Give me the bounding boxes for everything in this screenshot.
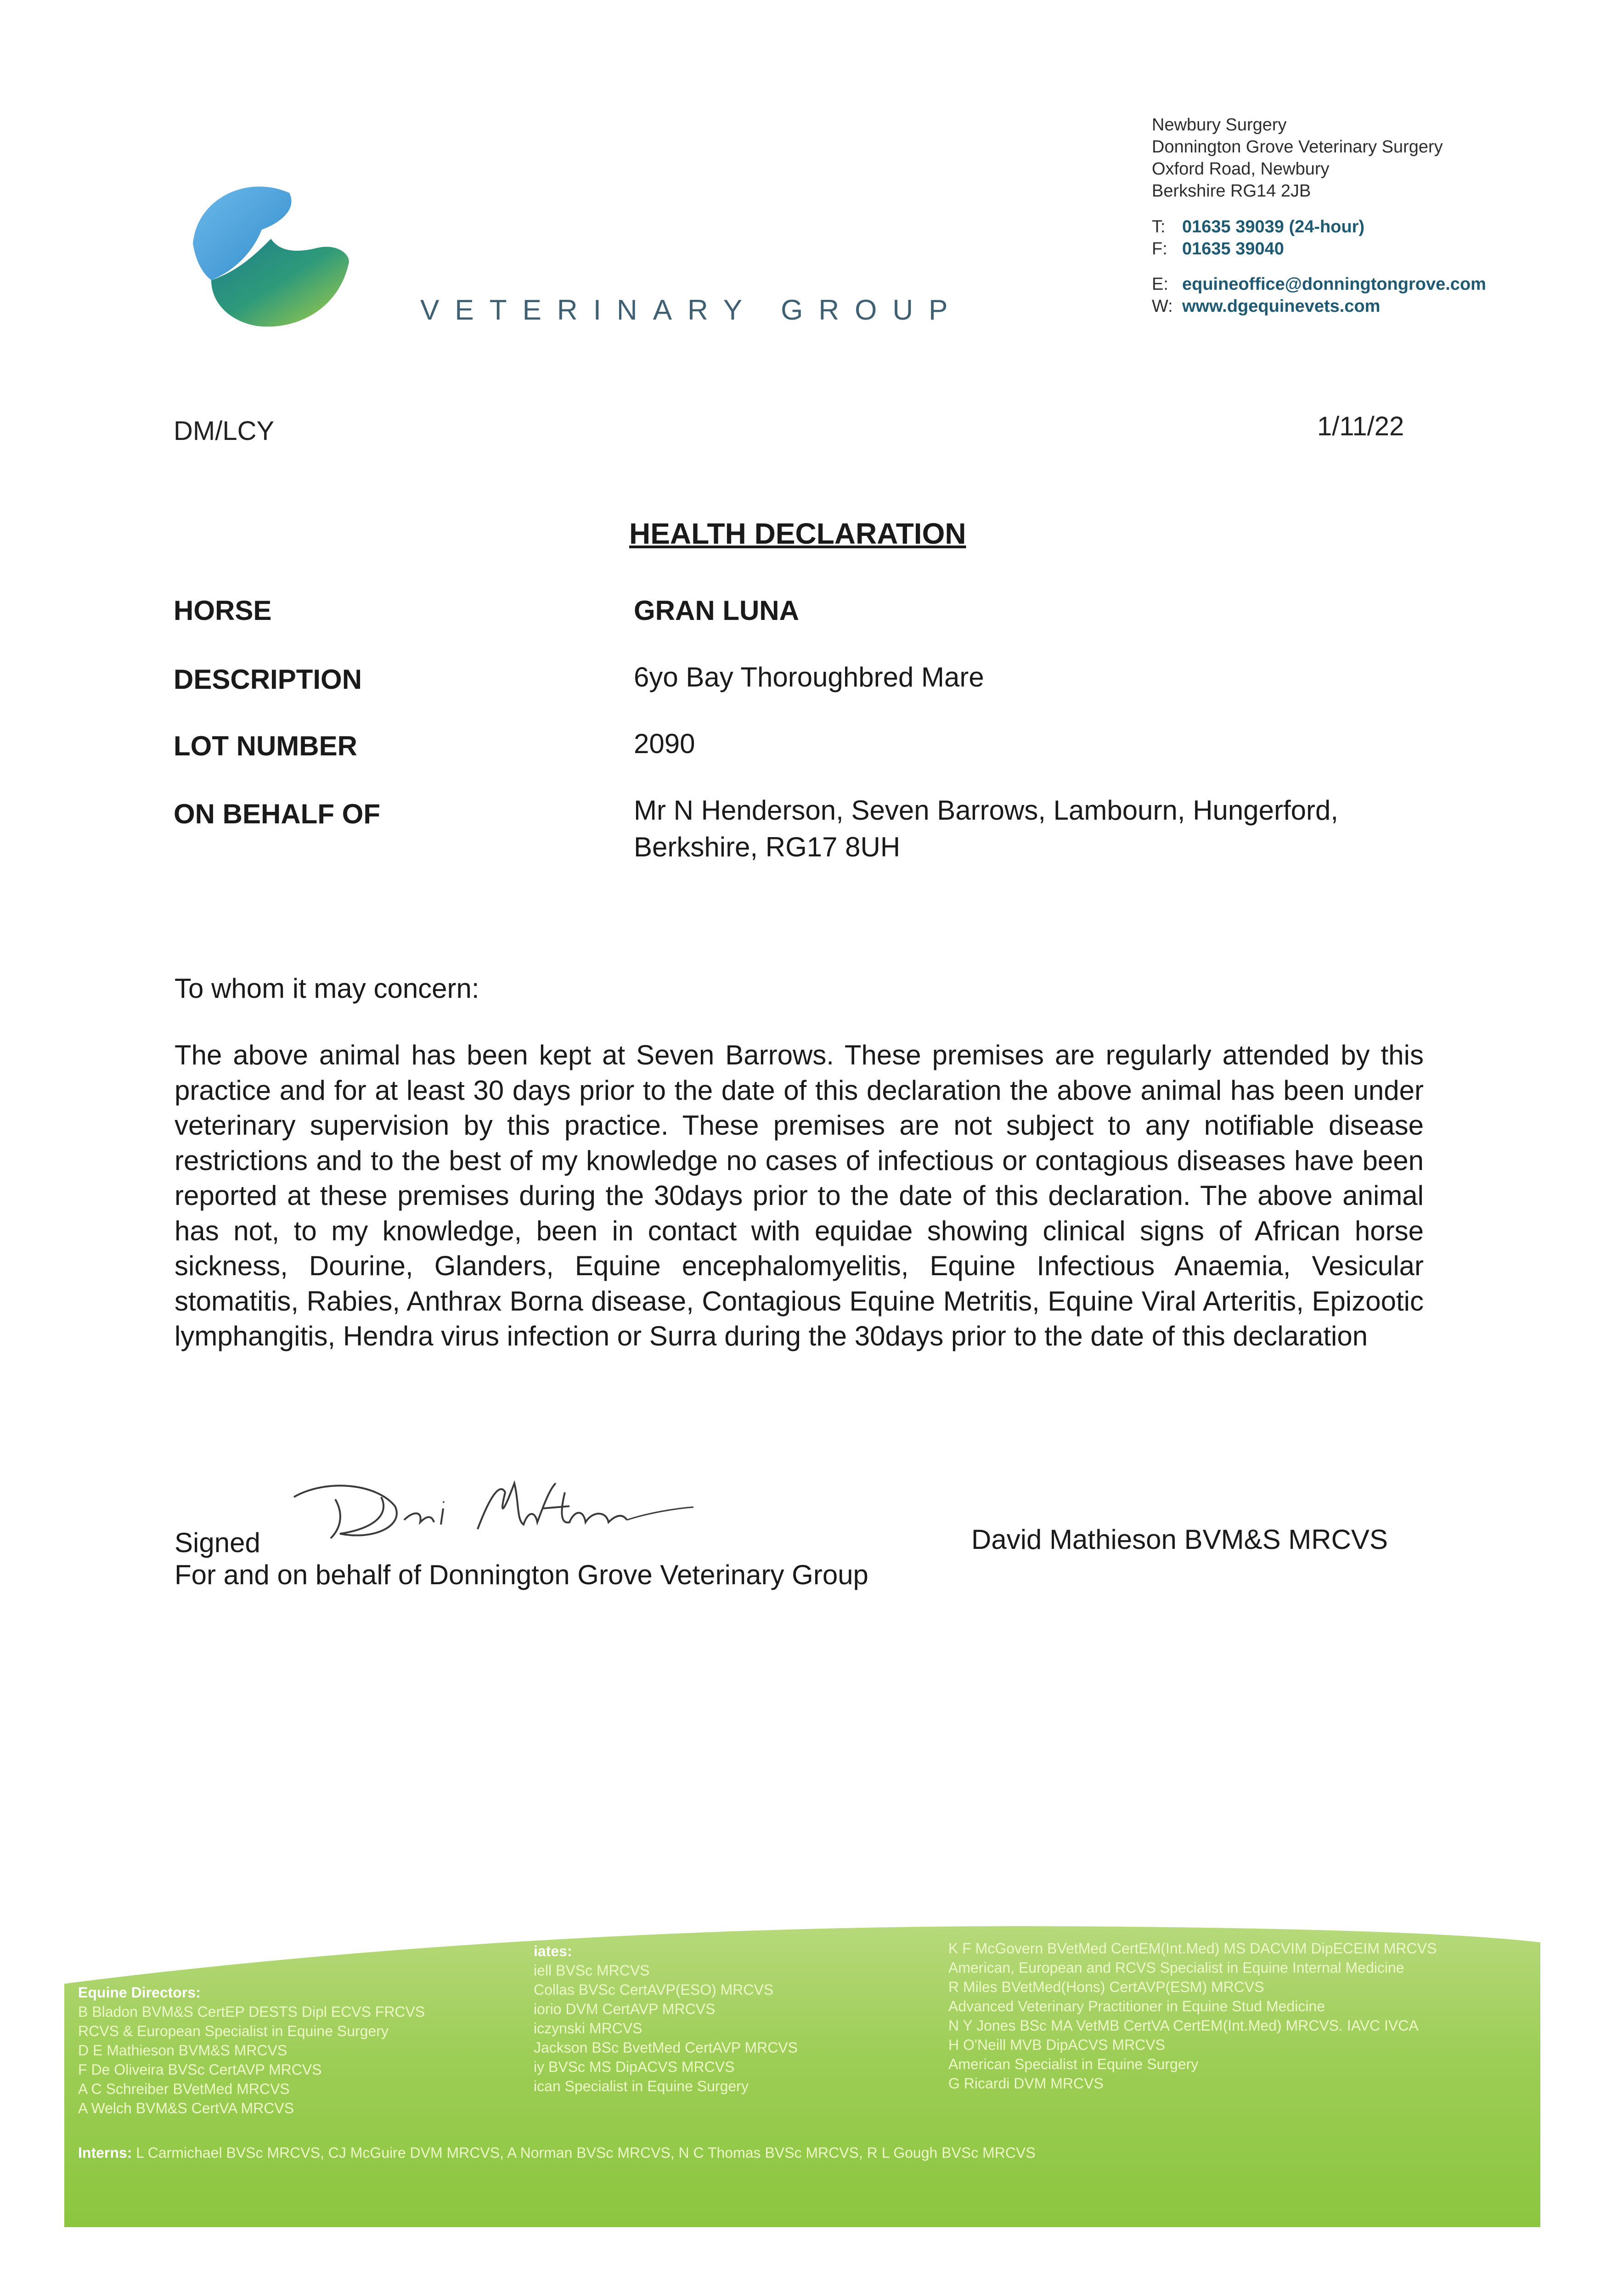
document-title: HEALTH DECLARATION [629, 517, 966, 550]
description-value: 6yo Bay Thoroughbred Mare [634, 662, 984, 692]
web-label: W: [1152, 297, 1173, 316]
address-line: Berkshire RG14 2JB [1152, 181, 1311, 201]
fax-line [1152, 238, 1284, 260]
specialist-entry: G Ricardi DVM MRCVS [948, 2075, 1104, 2092]
specialists-list [948, 1939, 1437, 2093]
vet-name: David Mathieson BVM&S MRCVS [971, 1524, 1388, 1555]
director-entry: A C Schreiber BVetMed MRCVS [78, 2081, 290, 2097]
owner-line: Mr N Henderson, Seven Barrows, Lambourn, Hungerford, [634, 795, 1339, 826]
interns-line [78, 2144, 1036, 2161]
phone-label: T: [1152, 217, 1166, 236]
specialist-entry: American, European and RCVS Specialist in Equine Internal Medicine [948, 1959, 1404, 1976]
horse-label: HORSE [174, 595, 272, 626]
phone-number[interactable]: 01635 39039 (24-hour) [1182, 217, 1365, 236]
phone-line [1152, 216, 1364, 238]
behalf-label: ON BEHALF OF [174, 799, 380, 829]
description-label: DESCRIPTION [174, 664, 362, 695]
email-label: E: [1152, 275, 1168, 294]
reference: DM/LCY [174, 416, 275, 446]
director-entry: A Welch BVM&S CertVA MRCVS [78, 2100, 294, 2116]
associate-entry: iczynski MRCVS [534, 2020, 642, 2037]
horse-name: GRAN LUNA [634, 595, 799, 626]
specialist-entry: K F McGovern BVetMed CertEM(Int.Med) MS DACVIM DipECEIM MRCVS [948, 1940, 1437, 1957]
lot-value: 2090 [634, 728, 695, 759]
declaration-body: The above animal has been kept at Seven Barrows. These premises are regularly attended by this practice and for at least 30 days prior to the date of this declaration the above animal has been under veterinary supervision by this practice. These premises are not subject to any notifiable disease restrictions and to the best of my knowledge no cases of infectious or contagious diseases have been reported at these premises during the 30days prior to the date of this declaration. The above animal has not, to my knowledge, been in contact with equidae showing clinical signs of African horse sickness, Dourine, Glanders, Equine encephalomyelitis, Equine Infectious Anaemia, Vesicular stomatitis, Rabies, Anthrax Borna disease, Contagious Equine Metritis, Equine Viral Arteritis, Epizootic lymphangitis, Hendra virus infection or Surra during the 30days prior to the date of this declaration [175, 1040, 1424, 1351]
address-line: Oxford Road, Newbury [1152, 159, 1330, 179]
interns-label: Interns: [78, 2144, 132, 2161]
signed-label: Signed [175, 1527, 260, 1558]
specialist-entry: Advanced Veterinary Practitioner in Equine Stud Medicine [948, 1998, 1325, 2015]
on-behalf-of-practice: For and on behalf of Donnington Grove Veterinary Group [175, 1559, 868, 1590]
director-entry: D E Mathieson BVM&S MRCVS [78, 2042, 287, 2059]
director-entry: RCVS & European Specialist in Equine Surgery [78, 2023, 389, 2039]
address-block [1152, 114, 1443, 202]
owner-address [634, 792, 1460, 866]
associate-entry: iy BVSc MS DipACVS MRCVS [534, 2059, 735, 2075]
specialist-entry: American Specialist in Equine Surgery [948, 2056, 1199, 2072]
logo-icon [184, 174, 358, 340]
specialist-entry: H O'Neill MVB DipACVS MRCVS [948, 2037, 1165, 2053]
director-entry: F De Oliveira BVSc CertAVP MRCVS [78, 2061, 322, 2078]
associate-entry: iell BVSc MRCVS [534, 1962, 650, 1979]
lot-label: LOT NUMBER [174, 731, 357, 761]
email-link[interactable]: equineoffice@donningtongrove.com [1182, 275, 1486, 294]
associate-entry: Jackson BSc BvetMed CertAVP MRCVS [534, 2039, 798, 2056]
directors-list [78, 1983, 425, 2118]
associate-entry: ican Specialist in Equine Surgery [534, 2078, 749, 2094]
address-line: Donnington Grove Veterinary Surgery [1152, 137, 1443, 157]
email-line [1152, 273, 1486, 295]
associates-heading: iates: [534, 1943, 572, 1959]
fax-label: F: [1152, 239, 1167, 259]
letter-date: 1/11/22 [1317, 411, 1404, 441]
director-entry: B Bladon BVM&S CertEP DESTS Dipl ECVS FRCVS [78, 2003, 425, 2020]
specialist-entry: N Y Jones BSc MA VetMB CertVA CertEM(Int.Med) MRCVS. IAVC IVCA [948, 2017, 1419, 2034]
associate-entry: iorio DVM CertAVP MRCVS [534, 2001, 716, 2017]
address-line: Newbury Surgery [1152, 115, 1287, 135]
specialist-entry: R Miles BVetMed(Hons) CertAVP(ESM) MRCVS [948, 1979, 1264, 1995]
group-name: VETERINARY GROUP [420, 294, 964, 326]
web-line [1152, 295, 1380, 317]
web-link[interactable]: www.dgequinevets.com [1182, 297, 1381, 316]
signature-icon [285, 1465, 698, 1552]
owner-line: Berkshire, RG17 8UH [634, 832, 901, 862]
associate-entry: Collas BVSc CertAVP(ESO) MRCVS [534, 1981, 774, 1998]
interns-list: L Carmichael BVSc MRCVS, CJ McGuire DVM MRCVS, A Norman BVSc MRCVS, N C Thomas BVSc MRCVS, R L Gough BVSc MRCVS [136, 2144, 1036, 2161]
fax-number: 01635 39040 [1182, 239, 1284, 259]
salutation: To whom it may concern: [175, 973, 479, 1004]
directors-heading: Equine Directors: [78, 1984, 201, 2001]
associates-list [534, 1941, 798, 2096]
